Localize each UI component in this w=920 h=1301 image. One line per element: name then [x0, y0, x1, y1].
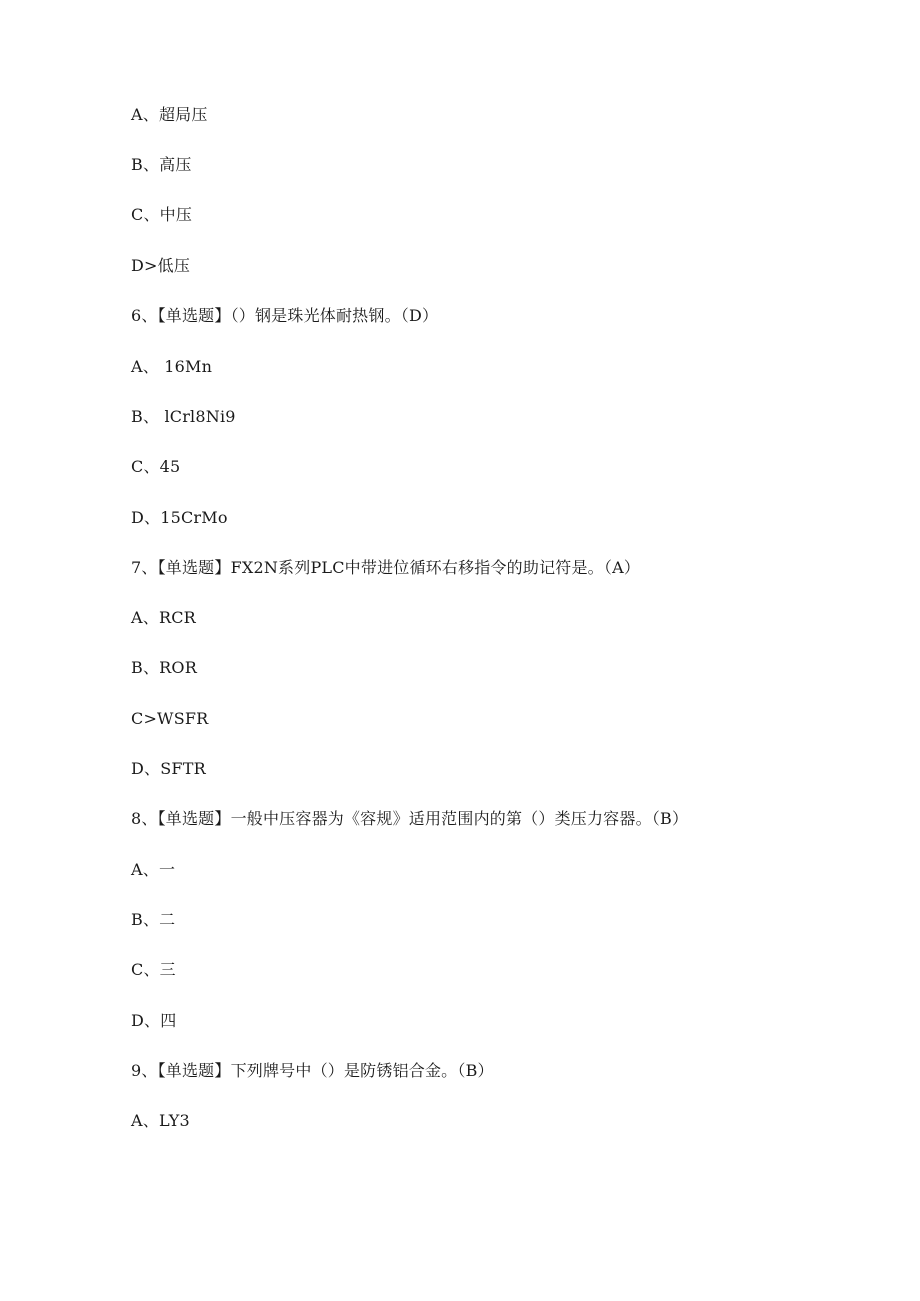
option-8d: D、四 [131, 1011, 177, 1030]
option-6d: D、15CrMo [131, 508, 228, 527]
option-6c: C、45 [131, 457, 181, 476]
option-5c: C、中压 [131, 205, 193, 224]
option-5a: A、超局压 [131, 105, 208, 124]
option-8c: C、三 [131, 960, 176, 979]
option-7b: B、ROR [131, 658, 197, 677]
option-7c: C>WSFR [131, 709, 209, 728]
option-7a: A、RCR [131, 608, 196, 627]
option-9a: A、LY3 [131, 1111, 190, 1130]
question-6: 6、【单选题】（）钢是珠光体耐热钢。（D） [131, 306, 439, 325]
option-8b: B、二 [131, 910, 176, 929]
question-8: 8、【单选题】一般中压容器为《容规》适用范围内的第（）类压力容器。（B） [131, 809, 689, 828]
option-7d: D、SFTR [131, 759, 206, 778]
option-6a: A、 16Mn [131, 357, 213, 376]
option-5b: B、高压 [131, 155, 192, 174]
question-7: 7、【单选题】FX2N系列PLC中带进位循环右移指令的助记符是。（A） [131, 558, 641, 577]
question-9: 9、【单选题】下列牌号中（）是防锈铝合金。（B） [131, 1061, 494, 1080]
option-5d: D>低压 [131, 256, 191, 275]
option-8a: A、一 [131, 860, 176, 879]
option-6b: B、 lCrl8Ni9 [131, 407, 236, 426]
